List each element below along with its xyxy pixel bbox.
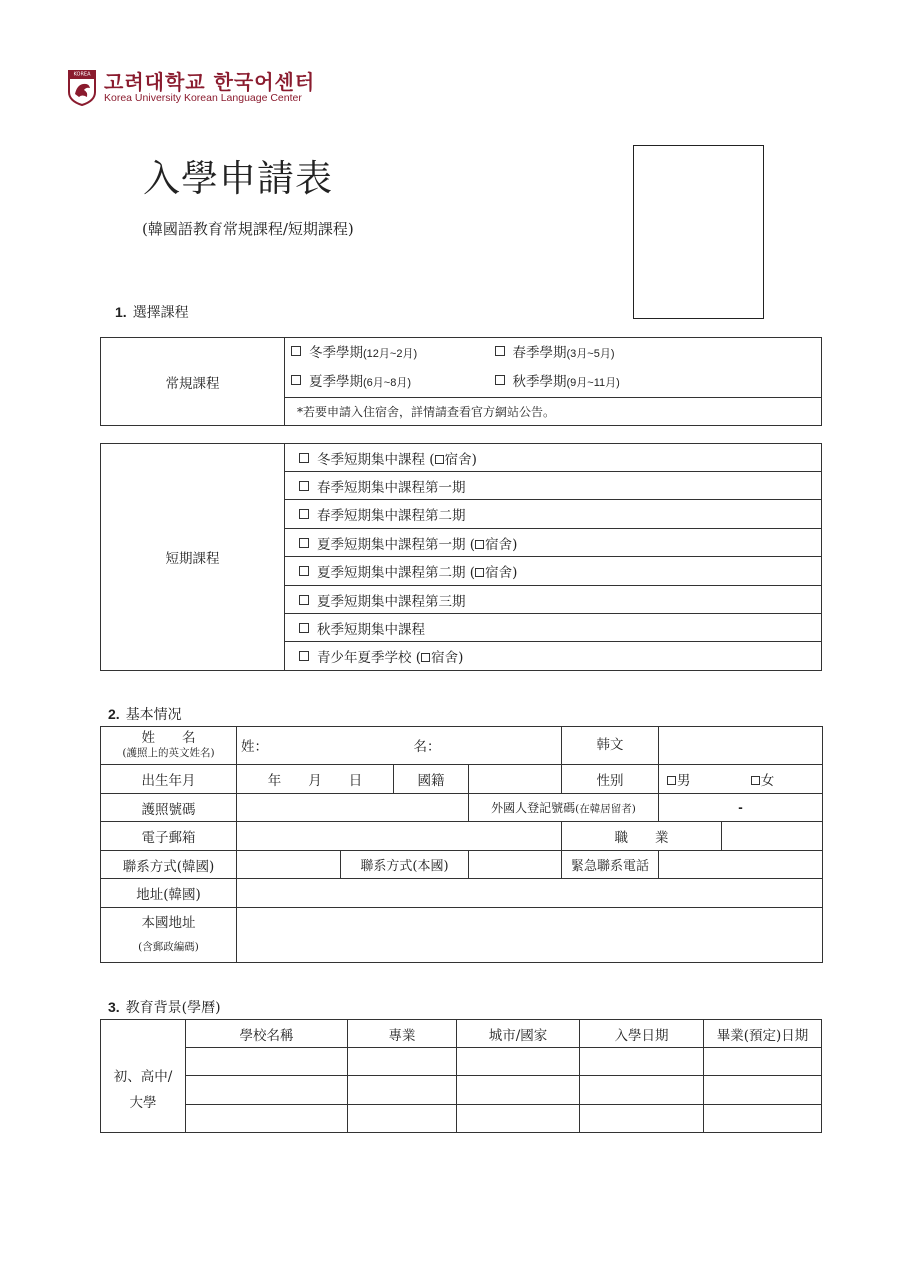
col-major: 專業	[348, 1020, 457, 1048]
major-field[interactable]	[348, 1048, 457, 1076]
passport-field[interactable]	[237, 794, 469, 822]
name-label: 姓 名	[141, 729, 196, 746]
checkbox[interactable]	[299, 651, 309, 661]
section-number: 2.	[108, 706, 120, 722]
logo-english-name: Korea University Korean Language Center	[104, 92, 302, 104]
address-korea-label: 地址(韓國)	[101, 879, 237, 908]
option-short-spring-2[interactable]: 春季短期集中課程第二期	[285, 500, 822, 529]
col-graduation-date: 畢業(預定)日期	[704, 1020, 822, 1048]
korean-name-label: 韩文	[562, 727, 659, 765]
email-field[interactable]	[237, 822, 562, 851]
section-number: 3.	[108, 999, 120, 1015]
option-summer-term[interactable]: 夏季學期(6月~8月)	[291, 368, 487, 397]
logo-korean-name: 고려대학교 한국어센터	[104, 70, 316, 94]
option-short-autumn[interactable]: 秋季短期集中課程	[285, 614, 822, 642]
school-name-field[interactable]	[186, 1076, 348, 1105]
option-youth-summer-school[interactable]: 青少年夏季学校 ( 宿舍)	[285, 642, 822, 671]
education-level-label: 初、高中/ 大學	[101, 1020, 186, 1133]
checkbox[interactable]	[495, 375, 505, 385]
address-korea-field[interactable]	[237, 879, 823, 908]
checkbox[interactable]	[495, 346, 505, 356]
dorm-checkbox[interactable]	[435, 455, 444, 464]
city-country-field[interactable]	[457, 1076, 580, 1105]
checkbox[interactable]	[667, 776, 676, 785]
address-home-note: (含郵政編碼)	[138, 941, 199, 953]
checkbox[interactable]	[291, 375, 301, 385]
checkbox[interactable]	[299, 509, 309, 519]
university-crest-icon	[68, 70, 96, 106]
regular-options-right	[491, 338, 822, 398]
section-title: 選擇課程	[132, 305, 189, 321]
page-subtitle: (韓國語教育常規課程/短期課程)	[142, 220, 354, 238]
address-home-label-cell	[101, 908, 237, 963]
dorm-checkbox[interactable]	[475, 568, 484, 577]
option-short-summer-3[interactable]: 夏季短期集中課程第三期	[285, 586, 822, 614]
checkbox[interactable]	[299, 538, 309, 548]
major-field[interactable]	[348, 1076, 457, 1105]
city-country-field[interactable]	[457, 1105, 580, 1133]
dorm-checkbox[interactable]	[421, 653, 430, 662]
section-number: 1.	[115, 304, 127, 320]
checkbox[interactable]	[291, 346, 301, 356]
section-1-heading	[115, 302, 189, 322]
section-2-heading	[108, 704, 182, 724]
contact-home-label: 聯系方式(本國)	[341, 851, 469, 879]
col-entry-date: 入學日期	[580, 1020, 704, 1048]
graduation-date-field[interactable]	[704, 1076, 822, 1105]
alien-reg-field[interactable]: -	[659, 794, 823, 822]
regular-course-label: 常規課程	[101, 338, 285, 426]
gender-male-option[interactable]: 男	[667, 769, 691, 789]
dormitory-note: *若要申請入住宿舍，詳情請查看官方網站公告。	[285, 398, 822, 426]
option-short-summer-2[interactable]: 夏季短期集中課程第二期 ( 宿舍)	[285, 557, 822, 586]
education-table	[100, 1019, 822, 1133]
section-title: 教育背景(學曆)	[125, 1000, 221, 1016]
entry-date-field[interactable]	[580, 1048, 704, 1076]
emergency-label: 緊急聯系電話	[562, 851, 659, 879]
gender-label: 性别	[562, 765, 659, 794]
emergency-field[interactable]	[659, 851, 823, 879]
contact-home-field[interactable]	[469, 851, 562, 879]
passport-label: 護照號碼	[101, 794, 237, 822]
given-name-field[interactable]: 名：	[394, 727, 562, 765]
alien-reg-label: 外國人登記號碼(在韓居留者)	[469, 794, 659, 822]
birth-label: 出生年月	[101, 765, 237, 794]
contact-korea-field[interactable]	[237, 851, 341, 879]
occupation-field[interactable]	[722, 822, 823, 851]
option-spring-term[interactable]: 春季學期(3月~5月)	[495, 339, 818, 368]
regular-course-table	[100, 337, 822, 426]
checkbox[interactable]	[299, 481, 309, 491]
contact-korea-label: 聯系方式(韓國)	[101, 851, 237, 879]
graduation-date-field[interactable]	[704, 1048, 822, 1076]
section-3-heading	[108, 997, 221, 1017]
option-short-summer-1[interactable]: 夏季短期集中課程第一期 ( 宿舍)	[285, 529, 822, 557]
nationality-field[interactable]	[469, 765, 562, 794]
option-short-winter[interactable]: 冬季短期集中課程 ( 宿舍)	[285, 444, 822, 472]
graduation-date-field[interactable]	[704, 1105, 822, 1133]
gender-female-option[interactable]: 女	[751, 769, 775, 789]
option-winter-term[interactable]: 冬季學期(12月~2月)	[291, 339, 487, 368]
col-city-country: 城市/國家	[457, 1020, 580, 1048]
checkbox[interactable]	[299, 453, 309, 463]
nationality-label: 國籍	[394, 765, 469, 794]
gender-options	[659, 765, 823, 794]
short-course-label: 短期課程	[101, 444, 285, 671]
table-row	[101, 1048, 822, 1076]
address-home-field[interactable]	[237, 908, 823, 963]
col-school-name: 學校名稱	[186, 1020, 348, 1048]
short-course-table	[100, 443, 822, 671]
checkbox[interactable]	[299, 566, 309, 576]
surname-field[interactable]: 姓：	[237, 727, 394, 765]
dorm-checkbox[interactable]	[475, 540, 484, 549]
city-country-field[interactable]	[457, 1048, 580, 1076]
email-label: 電子郵箱	[101, 822, 237, 851]
entry-date-field[interactable]	[580, 1076, 704, 1105]
section-title: 基本情况	[125, 707, 182, 723]
korean-name-field[interactable]	[659, 727, 823, 765]
regular-options-left	[285, 338, 491, 398]
checkbox[interactable]	[751, 776, 760, 785]
table-row	[101, 1105, 822, 1133]
name-note: (護照上的英文姓名)	[122, 746, 215, 759]
option-short-spring-1[interactable]: 春季短期集中課程第一期	[285, 472, 822, 500]
checkbox[interactable]	[299, 623, 309, 633]
crest-badge-text: KOREA	[73, 71, 91, 78]
name-label-cell	[101, 727, 237, 765]
school-name-field[interactable]	[186, 1105, 348, 1133]
major-field[interactable]	[348, 1105, 457, 1133]
school-name-field[interactable]	[186, 1048, 348, 1076]
option-autumn-term[interactable]: 秋季學期(9月~11月)	[495, 368, 818, 397]
page-title: 入學申請表	[143, 157, 333, 200]
birth-date-field[interactable]: 年 月 日	[237, 765, 394, 794]
address-home-label: 本國地址	[141, 915, 196, 931]
photo-placeholder[interactable]	[633, 145, 764, 319]
checkbox[interactable]	[299, 595, 309, 605]
basic-info-table	[100, 726, 823, 963]
entry-date-field[interactable]	[580, 1105, 704, 1133]
occupation-label: 職 業	[562, 822, 722, 851]
table-row	[101, 1076, 822, 1105]
